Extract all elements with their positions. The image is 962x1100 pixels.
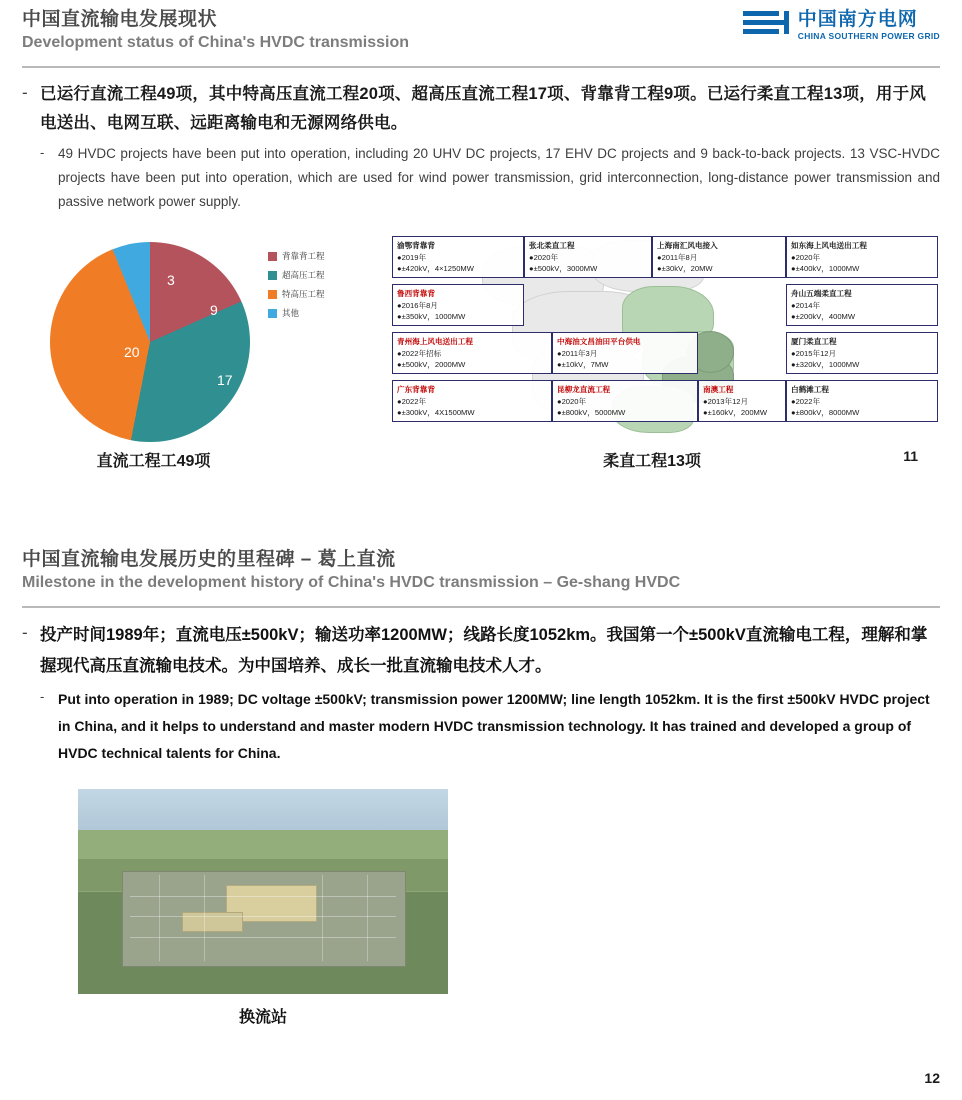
map-card-9-line-1: ●2015年12月	[791, 349, 837, 358]
map-card-3-line-2: ●±30kV，20MW	[657, 264, 713, 273]
slide-1-header	[22, 0, 940, 66]
map-card-12-line-1: ●2013年12月	[703, 397, 749, 406]
company-logo	[743, 8, 940, 42]
map-card-8-title: 中海油文昌油田平台供电	[557, 337, 641, 346]
photo-tower-1	[159, 875, 160, 961]
map-card-3-title: 上海南汇风电接入	[657, 241, 718, 250]
slide-2-bullet-cn-row	[22, 620, 940, 682]
slide-2-title-cn: 中国直流输电发展历史的里程碑 – 葛上直流	[22, 549, 396, 570]
map-card-8-line-2: ●±10kV，7MW	[557, 360, 609, 369]
map-card-11	[552, 380, 698, 422]
map-card-7-title: 青州海上风电送出工程	[397, 337, 473, 346]
photo-field-far	[78, 830, 448, 859]
map-card-11-line-1: ●2020年	[557, 397, 587, 406]
map-card-13	[786, 380, 938, 422]
slide-1-bullet-en: 49 HVDC projects have been put into operation, including 20 UHV DC projects, 17 EHV DC projects and 9 back-to-back projects. 13 VSC-HVDC projects have been put into operation, which are used for wind power transmission, grid interconnection, long-distance power transmission and passive network power supply.	[58, 146, 940, 209]
map-card-8-line-1: ●2011年3月	[557, 349, 598, 358]
map-card-13-title: 白鹤滩工程	[791, 385, 829, 394]
map-card-3-line-1: ●2011年8月	[657, 253, 698, 262]
header-divider	[22, 66, 940, 68]
legend-item-ehv	[268, 269, 325, 281]
slide-2-bullet-en-row	[22, 686, 940, 767]
map-card-1-line-1: ●2019年	[397, 253, 427, 262]
pie-label-uhv: 20	[124, 344, 140, 360]
slide-1-bullet-cn: 已运行直流工程49项，其中特高压直流工程20项、超高压直流工程17项、背靠背工程9项。已运行柔直工程13项，用于风电送出、电网互联、远距离输电和无源网络供电。	[40, 85, 926, 132]
map-card-11-title: 昆柳龙直流工程	[557, 385, 611, 394]
pie-legend	[268, 250, 325, 326]
map-card-13-line-2: ●±800kV，8000MW	[791, 408, 860, 417]
map-card-6-line-1: ●2014年	[791, 301, 821, 310]
map-card-8	[552, 332, 698, 374]
map-card-10-line-1: ●2022年	[397, 397, 427, 406]
map-card-7	[392, 332, 552, 374]
china-map-figure	[392, 232, 952, 482]
bullet-dash: -	[22, 83, 28, 102]
slide-1-bullet-cn-row	[22, 80, 940, 138]
map-card-1	[392, 236, 524, 278]
converter-station-photo	[78, 789, 448, 994]
slide-2	[0, 540, 962, 1100]
slide-2-title-en: Milestone in the development history of China's HVDC transmission – Ge-shang HVDC	[22, 574, 681, 591]
map-card-10-line-2: ●±300kV，4X1500MW	[397, 408, 475, 417]
legend-label-ehv: 超高压工程	[282, 270, 325, 280]
slide-1	[0, 0, 962, 540]
map-card-13-line-1: ●2022年	[791, 397, 821, 406]
pie-chart	[50, 242, 250, 442]
map-card-4-line-1: ●2020年	[791, 253, 821, 262]
pie-label-other: 3	[167, 272, 175, 288]
slide-1-title-en: Development status of China's HVDC transmission	[22, 34, 409, 51]
slide-1-figures	[22, 232, 940, 482]
map-card-5-line-2: ●±350kV，1000MW	[397, 312, 466, 321]
photo-sky	[78, 789, 448, 834]
map-card-6-line-2: ●±200kV，400MW	[791, 312, 856, 321]
legend-swatch-uhv	[268, 290, 277, 299]
pie-label-ehv: 17	[217, 372, 233, 388]
map-card-10	[392, 380, 552, 422]
map-card-4	[786, 236, 938, 278]
converter-station-figure	[78, 789, 448, 1027]
logo-name-en: CHINA SOUTHERN POWER GRID	[797, 30, 940, 41]
pie-chart-caption: 直流工程工49项	[96, 453, 211, 470]
photo-tower-2	[204, 875, 205, 961]
map-card-2-line-1: ●2020年	[529, 253, 559, 262]
map-figure-caption: 柔直工程13项	[603, 453, 701, 470]
slide-2-header-divider	[22, 606, 940, 608]
map-card-12-title: 南澳工程	[703, 385, 734, 394]
legend-item-other	[268, 307, 325, 319]
photo-busbar-1	[130, 896, 396, 897]
map-card-1-line-2: ●±420kV，4×1250MW	[397, 264, 474, 273]
slide-2-sub-dash: -	[40, 689, 45, 704]
map-card-2	[524, 236, 652, 278]
map-card-2-title: 张北柔直工程	[529, 241, 575, 250]
map-card-4-title: 如东海上风电送出工程	[791, 241, 867, 250]
map-card-3	[652, 236, 786, 278]
map-card-2-line-2: ●±500kV，3000MW	[529, 264, 598, 273]
legend-item-backtoback	[268, 250, 325, 262]
photo-tower-3	[322, 875, 323, 961]
slide-1-bullet-en-row	[22, 142, 940, 214]
slide-2-header	[22, 540, 940, 606]
slide-2-bullet-en: Put into operation in 1989; DC voltage ±500kV; transmission power 1200MW; line length 1052km. It is the first ±500kV HVDC project in China, and it helps to understand and master modern HVDC transmission technology. It has trained and developed a group of HVDC technical talents for China.	[58, 691, 930, 761]
photo-secondary-building	[182, 912, 243, 932]
map-card-6	[786, 284, 938, 326]
legend-item-uhv	[268, 288, 325, 300]
photo-busbar-2	[130, 916, 396, 917]
map-card-11-line-2: ●±800kV，5000MW	[557, 408, 626, 417]
map-card-5-title: 鲁西背靠背	[397, 289, 435, 298]
photo-tower-4	[367, 875, 368, 961]
map-card-9-title: 厦门柔直工程	[791, 337, 837, 346]
legend-swatch-backtoback	[268, 252, 277, 261]
slide-2-bullet-dash: -	[22, 623, 28, 642]
legend-label-other: 其他	[282, 308, 300, 318]
legend-label-backtoback: 背靠背工程	[282, 251, 325, 261]
map-card-9-line-2: ●±320kV，1000MW	[791, 360, 860, 369]
map-card-10-title: 广东背靠背	[397, 385, 435, 394]
map-card-7-line-2: ●±500kV，2000MW	[397, 360, 466, 369]
map-card-12	[698, 380, 786, 422]
map-card-1-title: 渝鄂背靠背	[397, 241, 435, 250]
map-card-9	[786, 332, 938, 374]
slide-2-bullet-cn: 投产时间1989年；直流电压±500kV；输送功率1200MW；线路长度1052km。我国第一个±500kV直流输电工程，理解和掌握现代高压直流输电技术。为中国培养、成长一批直流输电技术人才。	[40, 626, 928, 675]
map-card-5-line-1: ●2016年8月	[397, 301, 438, 310]
map-card-7-line-1: ●2022年招标	[397, 349, 442, 358]
photo-caption: 换流站	[238, 1009, 287, 1026]
map-card-12-line-2: ●±160kV，200MW	[703, 408, 768, 417]
map-card-6-title: 舟山五端柔直工程	[791, 289, 852, 298]
legend-swatch-ehv	[268, 271, 277, 280]
slide-1-title-cn: 中国直流输电发展现状	[22, 9, 218, 30]
pie-label-backtoback: 9	[210, 302, 218, 318]
sub-bullet-dash: -	[40, 145, 45, 160]
slide-2-page-number: 12	[924, 1070, 940, 1086]
map-card-4-line-2: ●±400kV，1000MW	[791, 264, 860, 273]
legend-swatch-other	[268, 309, 277, 318]
photo-busbar-3	[130, 937, 396, 938]
logo-mark-icon	[743, 8, 789, 42]
pie-chart-figure	[32, 232, 372, 482]
slide-1-page-number: 11	[903, 448, 918, 464]
logo-name-cn: 中国南方电网	[797, 8, 918, 30]
logo-text	[798, 10, 940, 41]
legend-label-uhv: 特高压工程	[282, 289, 325, 299]
map-card-5	[392, 284, 524, 326]
